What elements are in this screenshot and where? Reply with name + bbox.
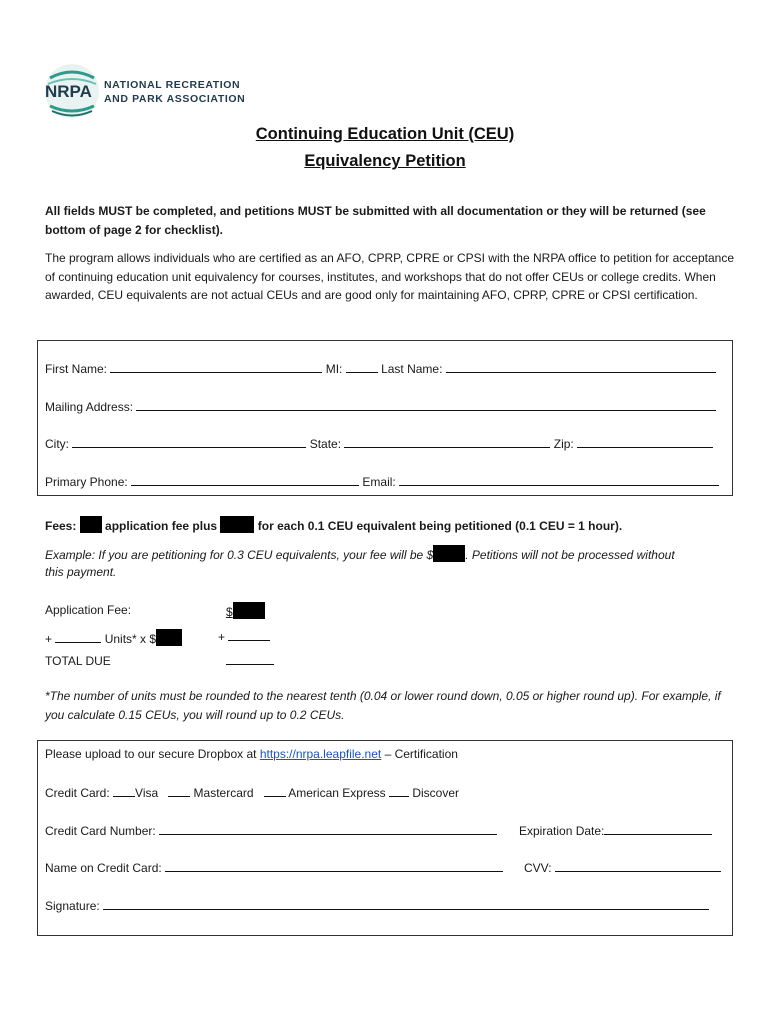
state-field[interactable] bbox=[344, 436, 550, 448]
name-on-card-field[interactable] bbox=[165, 860, 503, 872]
first-name-label: First Name: bbox=[45, 362, 108, 376]
mailing-address-label: Mailing Address: bbox=[45, 400, 134, 414]
units-field[interactable] bbox=[55, 631, 101, 643]
fees-label: Fees: bbox=[45, 519, 77, 533]
mailing-address-field[interactable] bbox=[136, 399, 716, 411]
example-text-3: this payment. bbox=[45, 565, 117, 579]
redacted-unit-price bbox=[156, 629, 182, 646]
total-due-label: TOTAL DUE bbox=[45, 654, 111, 668]
discover-checkbox[interactable] bbox=[389, 785, 409, 797]
redacted-application-fee bbox=[80, 516, 102, 533]
mi-field[interactable] bbox=[346, 361, 378, 373]
description-text: The program allows individuals who are certified as an AFO, CPRP, CPRE or CPSI with the NRPA office to petition for acceptance of continuing education unit equivalency for courses, institutes, and workshops that do not offer CEUs or college credits. When awarded, CEU equivalents are not actual CEUs and are good only for maintaining AFO, CPRP, CPRE or CPSI certification. bbox=[45, 251, 734, 302]
signature-field[interactable] bbox=[103, 898, 709, 910]
example-text-2: . Petitions will not be processed without bbox=[465, 548, 675, 562]
redacted-application-fee-amount bbox=[233, 602, 265, 619]
first-name-field[interactable] bbox=[110, 361, 322, 373]
last-name-field[interactable] bbox=[446, 361, 716, 373]
mastercard-checkbox[interactable] bbox=[168, 785, 190, 797]
visa-label: Visa bbox=[135, 786, 159, 800]
signature-row bbox=[45, 898, 709, 914]
state-label: State: bbox=[309, 437, 342, 451]
rounding-footnote: *The number of units must be rounded to the nearest tenth (0.04 or lower round down, 0.05 or higher round up). For example, if you calculate 0.15 CEUs, you will round up to 0.2 CEUs. bbox=[45, 689, 721, 722]
logo-wordmark: NRPA bbox=[45, 82, 92, 101]
upload-row bbox=[45, 746, 458, 762]
city-row bbox=[45, 436, 713, 452]
mi-label: MI: bbox=[325, 362, 343, 376]
fees-text-1: application fee plus bbox=[105, 519, 218, 533]
amex-label: American Express bbox=[288, 786, 386, 800]
address-row bbox=[45, 399, 716, 415]
email-label: Email: bbox=[362, 475, 396, 489]
discover-label: Discover bbox=[412, 786, 459, 800]
fees-text-2: for each 0.1 CEU equivalent being petitioned (0.1 CEU = 1 hour). bbox=[257, 519, 623, 533]
application-fee-label: Application Fee: bbox=[45, 603, 132, 617]
page-title: Continuing Education Unit (CEU) bbox=[255, 125, 515, 143]
credit-card-label: Credit Card: bbox=[45, 786, 110, 800]
visa-checkbox[interactable] bbox=[113, 785, 135, 797]
expiration-label: Expiration Date: bbox=[519, 824, 605, 838]
expiration-row bbox=[519, 823, 712, 839]
dropbox-link[interactable]: https://nrpa.leapfile.net bbox=[259, 747, 382, 761]
redacted-unit-fee bbox=[220, 516, 254, 533]
card-number-row bbox=[45, 823, 497, 839]
expiration-field[interactable] bbox=[604, 823, 712, 835]
example-text-1: Example: If you are petitioning for 0.3 CEU equivalents, your fee will be $ bbox=[45, 548, 434, 562]
units-label: Units* x $ bbox=[104, 632, 157, 646]
total-due-field[interactable] bbox=[226, 653, 274, 665]
city-field[interactable] bbox=[72, 436, 306, 448]
mastercard-label: Mastercard bbox=[193, 786, 254, 800]
cvv-row bbox=[524, 860, 721, 876]
plus-sign-2: + bbox=[218, 630, 226, 644]
application-fee-value bbox=[226, 602, 265, 620]
dollar-sign: $ bbox=[226, 605, 233, 619]
city-label: City: bbox=[45, 437, 69, 451]
last-name-label: Last Name: bbox=[381, 362, 443, 376]
email-field[interactable] bbox=[399, 474, 719, 486]
signature-label: Signature: bbox=[45, 899, 100, 913]
card-number-field[interactable] bbox=[159, 823, 497, 835]
amex-checkbox[interactable] bbox=[264, 785, 286, 797]
example-row bbox=[45, 545, 675, 563]
primary-phone-label: Primary Phone: bbox=[45, 475, 128, 489]
name-on-card-label: Name on Credit Card: bbox=[45, 861, 162, 875]
total-due-row bbox=[226, 653, 274, 669]
cvv-field[interactable] bbox=[555, 860, 721, 872]
name-row bbox=[45, 361, 716, 377]
org-name-line1: NATIONAL RECREATION bbox=[104, 79, 241, 91]
zip-label: Zip: bbox=[553, 437, 574, 451]
card-type-row bbox=[45, 785, 459, 801]
redacted-example-fee bbox=[433, 545, 465, 562]
org-name bbox=[104, 78, 245, 106]
primary-phone-field[interactable] bbox=[131, 474, 359, 486]
page-subtitle: Equivalency Petition bbox=[304, 152, 466, 170]
org-name-line2: AND PARK ASSOCIATION bbox=[104, 93, 246, 105]
warning-text: All fields MUST be completed, and petitions MUST be submitted with all documentation or they will be returned (see bottom of page 2 for checklist). bbox=[45, 204, 706, 237]
fees-row bbox=[45, 516, 622, 534]
phone-row bbox=[45, 474, 719, 490]
card-name-row bbox=[45, 860, 503, 876]
plus-sign: + bbox=[45, 632, 53, 646]
units-total-field[interactable] bbox=[228, 629, 270, 641]
units-total-row bbox=[218, 629, 270, 645]
card-number-label: Credit Card Number: bbox=[45, 824, 156, 838]
zip-field[interactable] bbox=[577, 436, 713, 448]
upload-suffix: – Certification bbox=[381, 747, 458, 761]
upload-prefix: Please upload to our secure Dropbox at bbox=[45, 747, 260, 761]
units-row bbox=[45, 629, 182, 647]
cvv-label: CVV: bbox=[524, 861, 552, 875]
